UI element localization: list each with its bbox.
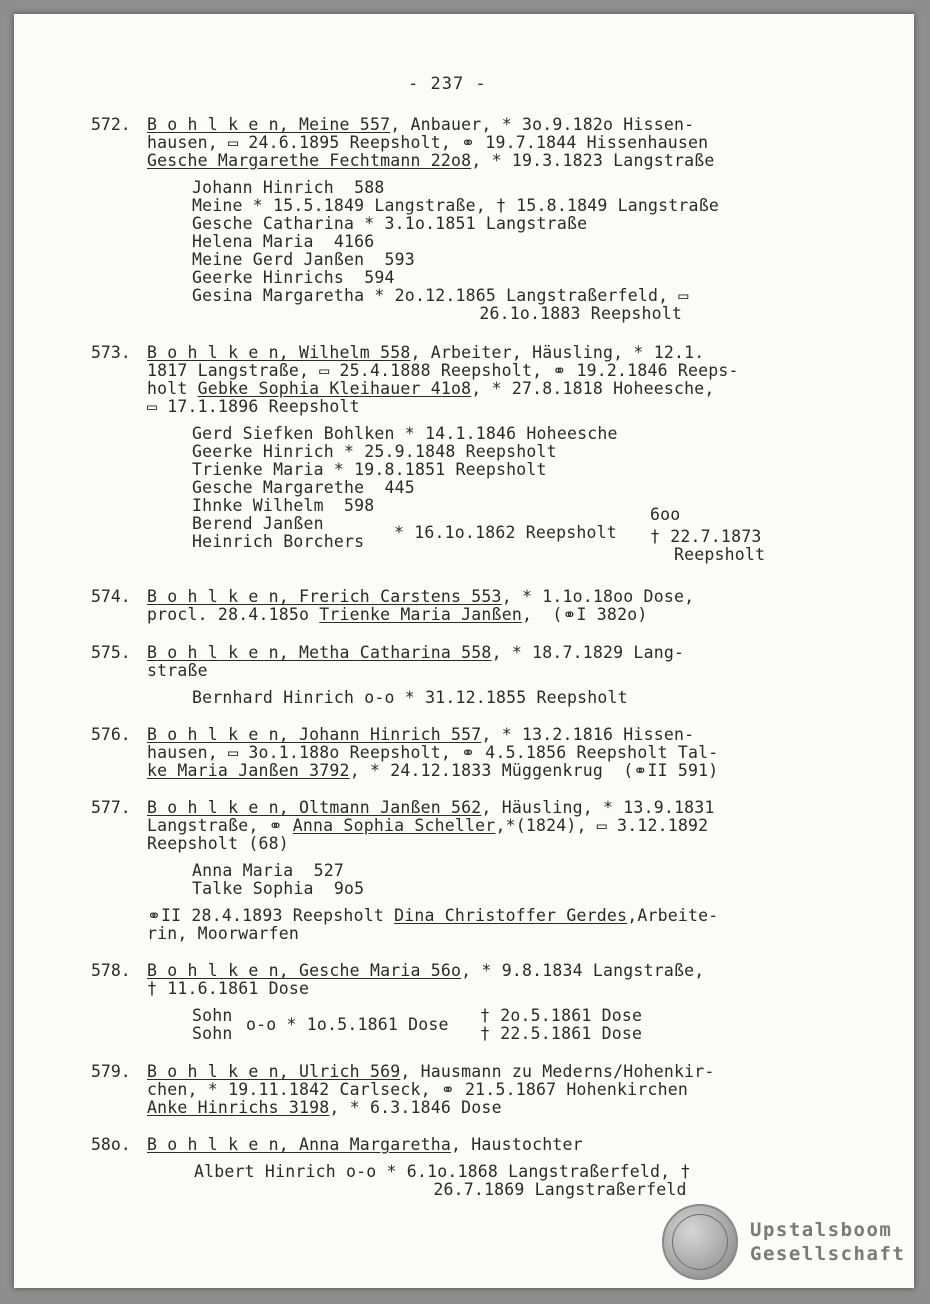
- child-line: Gesina Margaretha * 2o.12.1865 Langstraßerfeld, ▭: [192, 286, 689, 305]
- child-line: Geerke Hinrich * 25.9.1848 Reepsholt: [192, 442, 557, 461]
- entry-line: B o h l k e n, Ulrich 569, Hausmann zu Mederns/Hohenkir-: [147, 1062, 715, 1081]
- child-line: Gerd Siefken Bohlken * 14.1.1846 Hoheesche: [192, 424, 618, 443]
- spouse-name: Trienke Maria Janßen: [319, 605, 522, 624]
- child-line: 26.1o.1883 Reepsholt: [378, 304, 683, 323]
- child-line: Ihnke Wilhelm 598: [192, 496, 375, 515]
- entry-number: 579.: [91, 1062, 131, 1081]
- entry-number: 572.: [91, 115, 131, 134]
- entry-line: B o h l k e n, Frerich Carstens 553, * 1.1o.18oo Dose,: [147, 587, 695, 606]
- spouse-name: Gebke Sophia Kleihauer 41o8: [197, 379, 472, 398]
- entry-line: procl. 28.4.185o Trienke Maria Janßen, (⚭I 382o): [147, 605, 648, 624]
- page-number: - 237 -: [408, 74, 487, 94]
- twin-birth: o-o * 1o.5.1861 Dose: [246, 1015, 449, 1034]
- child-line: Bernhard Hinrich o-o * 31.12.1855 Reepsholt: [192, 688, 628, 707]
- child-death: † 2o.5.1861 Dose: [480, 1006, 643, 1025]
- child-line: Heinrich Borchers: [192, 532, 365, 551]
- person-name: B o h l k e n, Ulrich 569: [147, 1062, 401, 1081]
- person-name: B o h l k e n, Wilhelm 558: [147, 343, 411, 362]
- entry-line: Anke Hinrichs 3198, * 6.3.1846 Dose: [147, 1098, 502, 1117]
- person-name: B o h l k e n, Metha Catharina 558: [147, 643, 492, 662]
- person-name: B o h l k e n, Gesche Maria 56o: [147, 961, 462, 980]
- child-ref: 6oo: [650, 505, 681, 524]
- entry-line: holt Gebke Sophia Kleihauer 41o8, * 27.8.1818 Hoheesche,: [147, 379, 715, 398]
- document-page: [14, 14, 914, 1288]
- entry-number: 575.: [91, 643, 131, 662]
- spouse-name: Dina Christoffer Gerdes: [394, 906, 628, 925]
- spouse-name: Anna Sophia Scheller: [292, 816, 496, 835]
- spouse-name: Anke Hinrichs 3198: [147, 1098, 330, 1117]
- entry-line: B o h l k e n, Anna Margaretha, Haustochter: [147, 1135, 583, 1154]
- child-line: Sohn: [192, 1024, 233, 1043]
- child-line: 26.7.1869 Langstraßerfeld: [332, 1180, 687, 1199]
- child-line: Talke Sophia 9o5: [192, 879, 365, 898]
- entry-line: 1817 Langstraße, ▭ 25.4.1888 Reepsholt, ⚭ 19.2.1846 Reeps-: [147, 361, 739, 380]
- child-death: † 22.7.1873: [650, 527, 762, 546]
- child-line: Geerke Hinrichs 594: [192, 268, 395, 287]
- entry-line: ke Maria Janßen 3792, * 24.12.1833 Müggenkrug (⚭II 591): [147, 761, 719, 780]
- child-line: Gesche Catharina * 3.1o.1851 Langstraße: [192, 214, 588, 233]
- child-line: Meine * 15.5.1849 Langstraße, † 15.8.1849 Langstraße: [192, 196, 719, 215]
- spouse-name: Gesche Margarethe Fechtmann 22o8: [147, 151, 472, 170]
- entry-line: hausen, ▭ 24.6.1895 Reepsholt, ⚭ 19.7.1844 Hissenhausen: [147, 133, 709, 152]
- entry-line: B o h l k e n, Wilhelm 558, Arbeiter, Häusling, * 12.1.: [147, 343, 705, 362]
- person-name: B o h l k e n, Anna Margaretha: [147, 1135, 452, 1154]
- person-name: B o h l k e n, Oltmann Janßen 562: [147, 798, 482, 817]
- child-death: † 22.5.1861 Dose: [480, 1024, 643, 1043]
- entry-number: 573.: [91, 343, 131, 362]
- entry-line: Gesche Margarethe Fechtmann 22o8, * 19.3.1823 Langstraße: [147, 151, 715, 170]
- entry-line: B o h l k e n, Johann Hinrich 557, * 13.2.1816 Hissen-: [147, 725, 695, 744]
- spouse-name: ke Maria Janßen 3792: [147, 761, 350, 780]
- entry-number: 576.: [91, 725, 131, 744]
- entry-line: rin, Moorwarfen: [147, 924, 300, 943]
- person-name: B o h l k e n, Johann Hinrich 557: [147, 725, 482, 744]
- seal-icon: [662, 1204, 738, 1280]
- upstalsboom-logo: [662, 1204, 914, 1276]
- child-line: Anna Maria 527: [192, 861, 345, 880]
- child-line: Johann Hinrich 588: [192, 178, 385, 197]
- entry-line: ⚭II 28.4.1893 Reepsholt Dina Christoffer Gerdes,Arbeite-: [147, 906, 719, 925]
- logo-text: Upstalsboom Gesellschaft: [750, 1219, 906, 1265]
- child-line: Berend Janßen: [192, 514, 324, 533]
- person-name: B o h l k e n, Meine 557: [147, 115, 391, 134]
- entry-line: † 11.6.1861 Dose: [147, 979, 310, 998]
- entry-number: 577.: [91, 798, 131, 817]
- entry-line: Reepsholt (68): [147, 834, 289, 853]
- child-line: Trienke Maria * 19.8.1851 Reepsholt: [192, 460, 547, 479]
- child-line: Albert Hinrich o-o * 6.1o.1868 Langstraßerfeld, †: [194, 1162, 691, 1181]
- entry-line: B o h l k e n, Metha Catharina 558, * 18.7.1829 Lang-: [147, 643, 685, 662]
- entry-line: B o h l k e n, Meine 557, Anbauer, * 3o.9.182o Hissen-: [147, 115, 695, 134]
- child-line: Gesche Margarethe 445: [192, 478, 415, 497]
- entry-line: hausen, ▭ 3o.1.188o Reepsholt, ⚭ 4.5.1856 Reepsholt Tal-: [147, 743, 719, 762]
- entry-line: Langstraße, ⚭ Anna Sophia Scheller,*(1824), ▭ 3.12.1892: [147, 816, 709, 835]
- entry-line: B o h l k e n, Gesche Maria 56o, * 9.8.1834 Langstraße,: [147, 961, 705, 980]
- child-death-place: Reepsholt: [674, 545, 766, 564]
- entry-line: chen, * 19.11.1842 Carlseck, ⚭ 21.5.1867 Hohenkirchen: [147, 1080, 688, 1099]
- person-name: B o h l k e n, Frerich Carstens 553: [147, 587, 502, 606]
- entry-line: B o h l k e n, Oltmann Janßen 562, Häusling, * 13.9.1831: [147, 798, 715, 817]
- entry-line: ▭ 17.1.1896 Reepsholt: [147, 397, 360, 416]
- entry-line: straße: [147, 661, 208, 680]
- entry-number: 574.: [91, 587, 131, 606]
- entry-number: 58o.: [91, 1135, 131, 1154]
- entry-number: 578.: [91, 961, 131, 980]
- child-line: Meine Gerd Janßen 593: [192, 250, 415, 269]
- child-line: Helena Maria 4166: [192, 232, 375, 251]
- child-line: Sohn: [192, 1006, 233, 1025]
- twin-birth: * 16.1o.1862 Reepsholt: [394, 523, 617, 542]
